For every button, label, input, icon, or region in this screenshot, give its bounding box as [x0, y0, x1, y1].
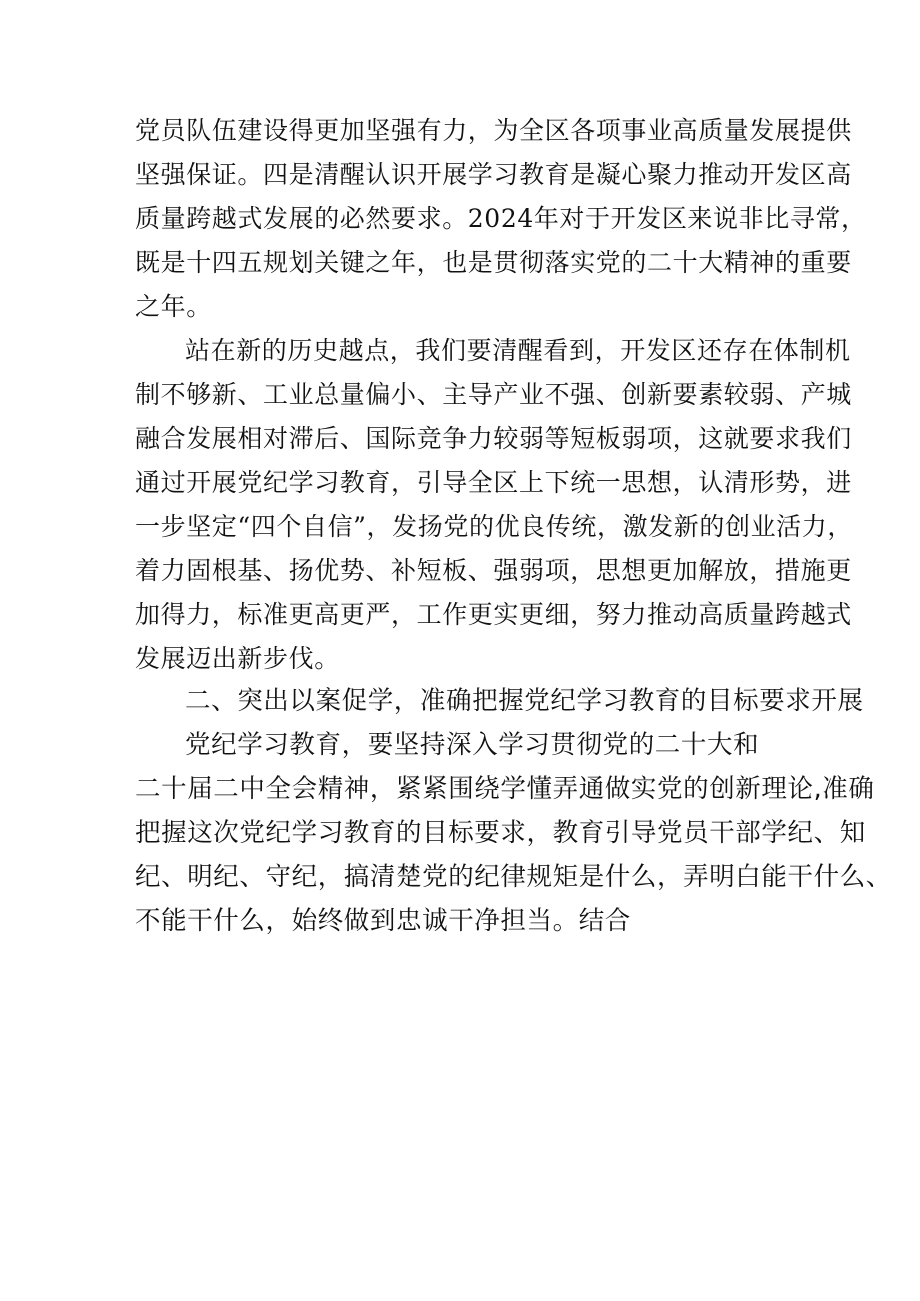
paragraph-line: 通过开展党纪学习教育，引导全区上下统一思想，认清形势，进: [135, 468, 852, 497]
paragraph-line: 加得力，标准更高更严，工作更实更细，努力推动高质量跨越式: [135, 600, 852, 629]
paragraph-line: 发展迈出新步伐。: [135, 644, 340, 673]
paragraph-line: 党员队伍建设得更加坚强有力，为全区各项事业高质量发展提供: [135, 116, 852, 145]
paragraph-line: 质量跨越式发展的必然要求。2024年对于开发区来说非比寻常，: [135, 204, 867, 233]
paragraph-line: 既是十四五规划关键之年，也是贯彻落实党的二十大精神的重要: [135, 248, 852, 277]
paragraph-line: 站在新的历史越点，我们要清醒看到，开发区还存在体制机: [185, 336, 851, 365]
paragraph-line: 之年。: [135, 292, 212, 321]
paragraph-line: 党纪学习教育，要坚持深入学习贯彻党的二十大和: [185, 730, 760, 760]
paragraph-line: 制不够新、工业总量偏小、主导产业不强、创新要素较弱、产城: [135, 380, 852, 409]
paragraph-line: 二十届二中全会精神，紧紧围绕学懂弄通做实党的创新理论,准确: [135, 774, 875, 804]
paragraph-line: 不能干什么，始终做到忠诚干净担当。结合: [135, 906, 631, 936]
section-heading: 二、突出以案促学，准确把握党纪学习教育的目标要求开展: [185, 686, 864, 716]
paragraph-line: 融合发展相对滞后、国际竞争力较弱等短板弱项，这就要求我们: [135, 424, 852, 453]
paragraph-line: 纪、明纪、守纪，搞清楚党的纪律规矩是什么，弄明白能干什么、: [135, 862, 892, 892]
paragraph-line: 一步坚定“四个自信”，发扬党的优良传统，激发新的创业活力，: [135, 512, 853, 541]
paragraph-line: 坚强保证。四是清醒认识开展学习教育是凝心聚力推动开发区高: [135, 160, 852, 189]
paragraph-line: 着力固根基、扬优势、补短板、强弱项，思想更加解放，措施更: [135, 556, 852, 585]
paragraph-line: 把握这次党纪学习教育的目标要求，教育引导党员干部学纪、知: [135, 818, 866, 848]
